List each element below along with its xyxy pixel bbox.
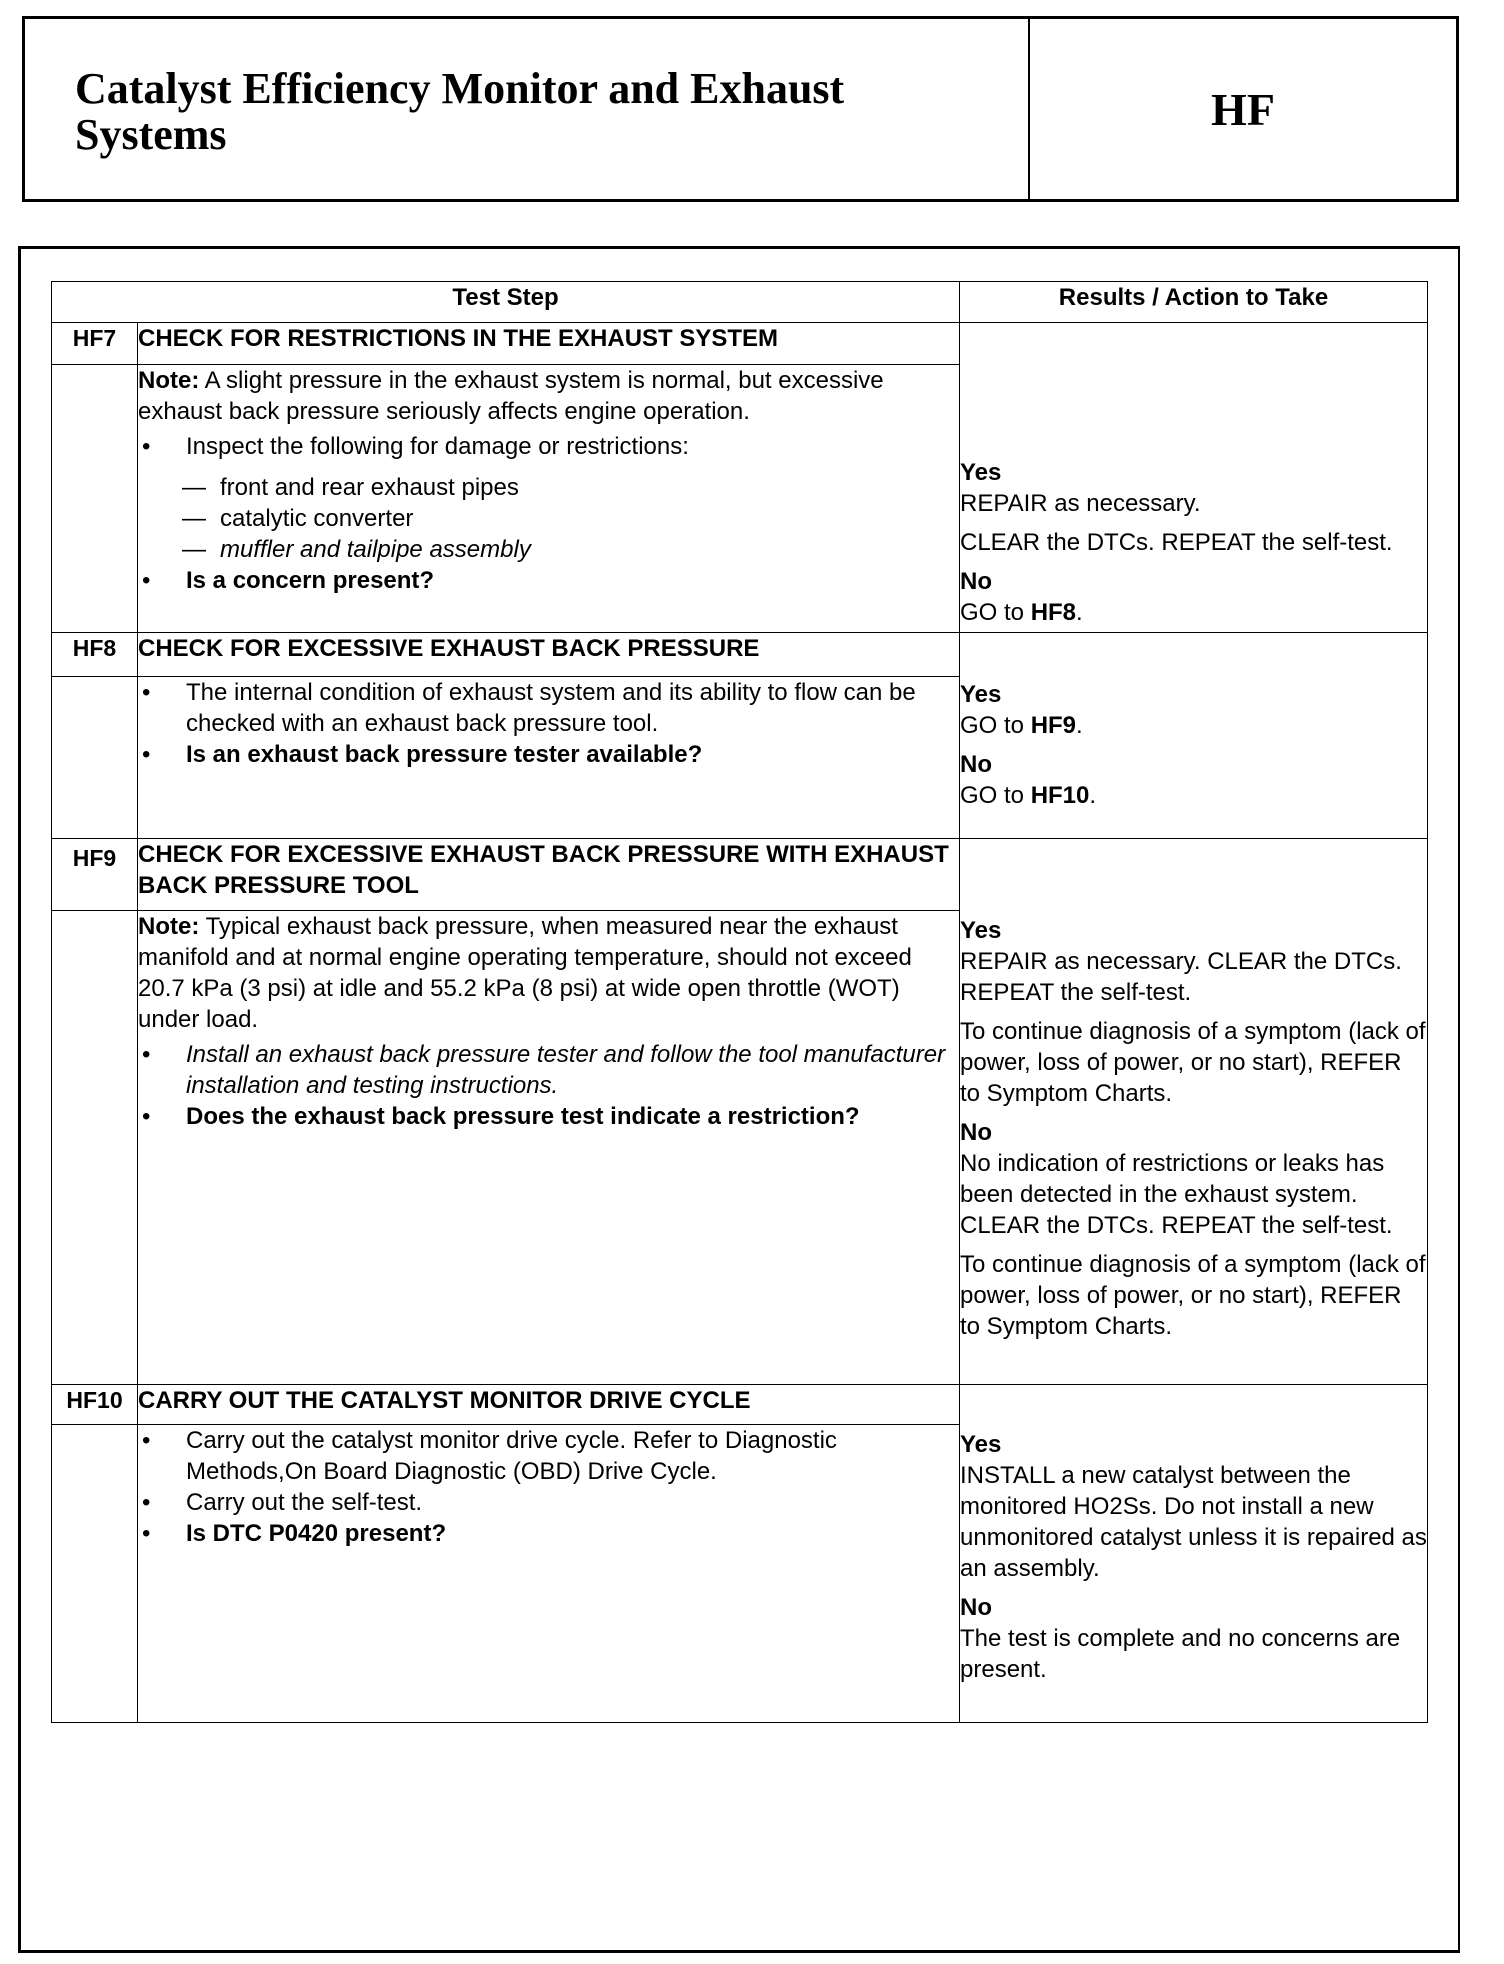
step-body	[138, 911, 960, 1385]
goto-link-hf9[interactable]: HF9	[1030, 712, 1077, 739]
result-yes-label: Yes	[960, 917, 1002, 944]
note-text: A slight pressure in the exhaust system is normal, but excessive exhaust back pressure seriously affects engine operation.	[138, 367, 884, 425]
step-title-row	[52, 633, 1428, 677]
goto-link-hf10[interactable]: HF10	[1030, 782, 1090, 809]
note-label: Note:	[138, 367, 200, 394]
step-bullet: • Install an exhaust back pressure tester and follow the tool manufacturer installation and testing instructions.	[138, 1039, 959, 1101]
result-no-text: GO to HF8.	[960, 599, 1083, 626]
result-no-text: The test is complete and no concerns are present.	[960, 1625, 1401, 1683]
step-question: • Is DTC P0420 present?	[138, 1518, 959, 1549]
step-bullet: • Inspect the following for damage or restrictions:	[138, 431, 959, 462]
result-yes-text: REPAIR as necessary.	[960, 490, 1201, 517]
dash-icon: —	[182, 505, 206, 532]
result-no-label: No	[960, 751, 992, 778]
result-no-text: GO to HF10.	[960, 782, 1097, 809]
column-header-test-step: Test Step	[52, 282, 960, 323]
note-label: Note:	[138, 913, 200, 940]
test-step-table	[51, 281, 1428, 1723]
step-title: CHECK FOR EXCESSIVE EXHAUST BACK PRESSURE	[138, 633, 960, 677]
result-yes-label: Yes	[960, 1431, 1002, 1458]
bullet-icon: •	[142, 1041, 151, 1068]
result-no-label: No	[960, 1119, 992, 1146]
step-bullet: • Carry out the catalyst monitor drive cycle. Refer to Diagnostic Methods,On Board Diagnostic (OBD) Drive Cycle.	[138, 1425, 959, 1487]
section-code: HF	[1211, 83, 1275, 135]
step-code-spacer	[52, 911, 138, 1385]
bullet-icon: •	[142, 433, 151, 460]
step-title: CHECK FOR EXCESSIVE EXHAUST BACK PRESSURE WITH EXHAUST BACK PRESSURE TOOL	[138, 839, 960, 911]
step-code-spacer	[52, 677, 138, 839]
bullet-icon: •	[142, 741, 151, 768]
sub-item: — muffler and tailpipe assembly	[182, 536, 531, 563]
sub-item: — front and rear exhaust pipes	[182, 474, 519, 501]
result-yes-text: REPAIR as necessary. CLEAR the DTCs. REPEAT the self-test.	[960, 948, 1402, 1006]
column-header-results: Results / Action to Take	[960, 282, 1428, 323]
table-header-row	[52, 282, 1428, 323]
result-no-label: No	[960, 1594, 992, 1621]
step-results	[960, 323, 1428, 633]
goto-link-hf8[interactable]: HF8	[1030, 599, 1077, 626]
step-results	[960, 839, 1428, 1385]
step-question: • Is a concern present?	[138, 565, 959, 596]
step-bullet: • The internal condition of exhaust system and its ability to flow can be checked with an exhaust back pressure tool.	[138, 677, 959, 739]
sub-item: — catalytic converter	[182, 505, 414, 532]
step-code: HF7	[52, 323, 138, 365]
result-yes-text: INSTALL a new catalyst between the monitored HO2Ss. Do not install a new unmonitored catalyst unless it is repaired as an assembly.	[960, 1462, 1427, 1582]
page-title-line-2: Systems	[75, 110, 227, 159]
step-code-spacer	[52, 365, 138, 633]
step-body	[138, 1425, 960, 1723]
result-yes-text: CLEAR the DTCs. REPEAT the self-test.	[960, 529, 1393, 556]
result-no-label: No	[960, 568, 992, 595]
dash-icon: —	[182, 536, 206, 563]
step-title-row	[52, 839, 1428, 911]
step-title: CARRY OUT THE CATALYST MONITOR DRIVE CYCLE	[138, 1385, 960, 1425]
step-title-row	[52, 1385, 1428, 1425]
page-title	[75, 66, 844, 158]
result-yes-text: To continue diagnosis of a symptom (lack of power, loss of power, or no start), REFER to Symptom Charts.	[960, 1018, 1426, 1107]
bullet-icon: •	[142, 1489, 151, 1516]
step-body	[138, 677, 960, 839]
dash-icon: —	[182, 474, 206, 501]
title-cell	[25, 19, 1030, 199]
step-bullet: • Carry out the self-test.	[138, 1487, 959, 1518]
step-note	[138, 365, 959, 427]
step-results	[960, 633, 1428, 839]
step-code: HF8	[52, 633, 138, 677]
note-text: Typical exhaust back pressure, when measured near the exhaust manifold and at normal engine operating temperature, should not exceed 20.7 kPa (3 psi) at idle and 55.2 kPa (8 psi) at wide open throttle (WOT) under load.	[138, 913, 912, 1033]
step-note	[138, 911, 959, 1035]
bullet-icon: •	[142, 1427, 151, 1454]
step-title-row	[52, 323, 1428, 365]
result-yes-label: Yes	[960, 681, 1002, 708]
result-no-text: To continue diagnosis of a symptom (lack of power, loss of power, or no start), REFER to Symptom Charts.	[960, 1251, 1426, 1340]
step-question: • Does the exhaust back pressure test indicate a restriction?	[138, 1101, 959, 1132]
result-yes-text: GO to HF9.	[960, 712, 1083, 739]
step-question: • Is an exhaust back pressure tester available?	[138, 739, 959, 770]
page-title-line-1: Catalyst Efficiency Monitor and Exhaust	[75, 64, 845, 113]
result-no-text: No indication of restrictions or leaks has been detected in the exhaust system. CLEAR the DTCs. REPEAT the self-test.	[960, 1150, 1393, 1239]
step-body	[138, 365, 960, 633]
step-code: HF9	[52, 839, 138, 911]
step-results	[960, 1385, 1428, 1723]
bullet-icon: •	[142, 1103, 151, 1130]
step-code-spacer	[52, 1425, 138, 1723]
bullet-icon: •	[142, 679, 151, 706]
step-code: HF10	[52, 1385, 138, 1425]
bullet-icon: •	[142, 567, 151, 594]
result-yes-label: Yes	[960, 459, 1002, 486]
bullet-icon: •	[142, 1520, 151, 1547]
step-title: CHECK FOR RESTRICTIONS IN THE EXHAUST SYSTEM	[138, 323, 960, 365]
title-box	[22, 16, 1459, 202]
